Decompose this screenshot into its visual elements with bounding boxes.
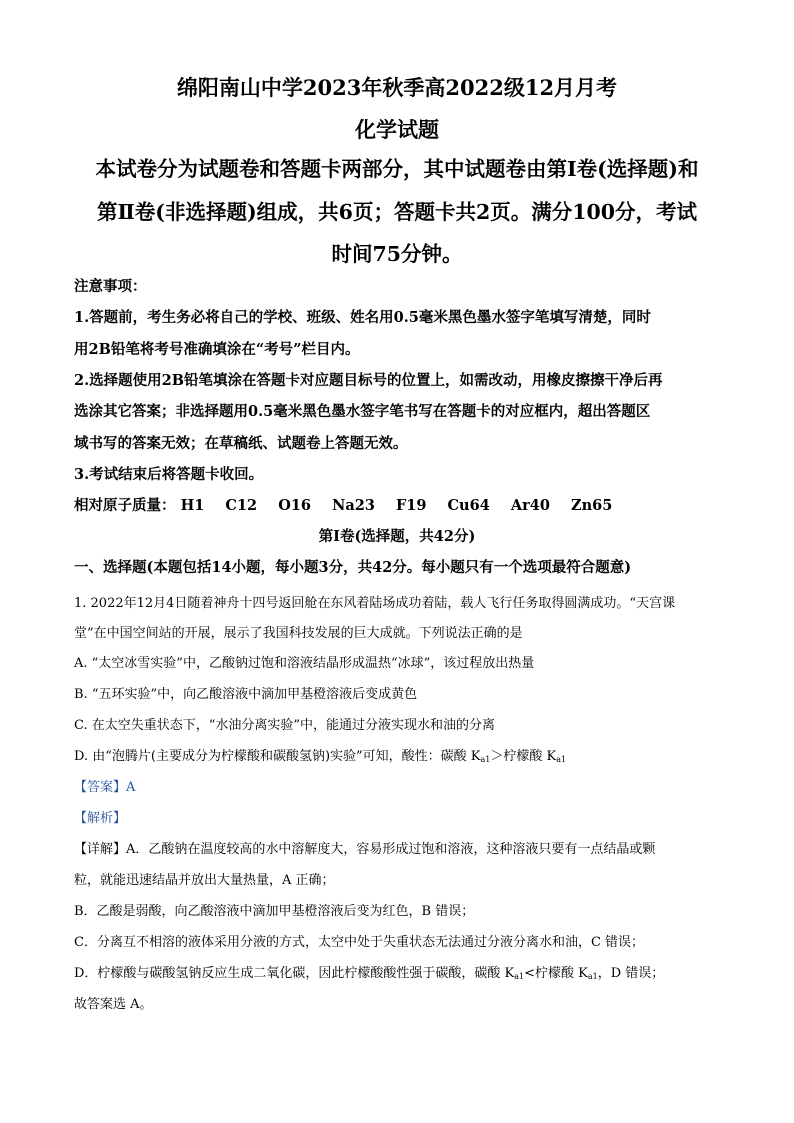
question-stem-line-2: 堂”在中国空间站的开展，展示了我国科技发展的巨大成就。下列说法正确的是 — [74, 626, 523, 641]
detail-line-5 — [74, 962, 664, 981]
atomic-mass-row — [74, 494, 612, 515]
detail-line-1: 【详解】A．乙酸钠在温度较高的水中溶解度大，容易形成过饱和溶液，这种溶液只要有一点结晶或颗 — [74, 842, 656, 857]
note-line-2: 用2B铅笔将考号准确填涂在“考号”栏目内。 — [74, 341, 360, 358]
option-d — [74, 745, 566, 764]
note-line-5: 域书写的答案无效；在草稿纸、试题卷上答题无效。 — [74, 435, 408, 452]
subject-title: 化学试题 — [355, 117, 439, 142]
detail-line-4: C．分离互不相溶的液体采用分液的方式，太空中处于失重状态无法通过分液分离水和油，C 错误； — [74, 935, 645, 950]
note-line-6: 3.考试结束后将答题卡收回。 — [74, 466, 264, 483]
atomic-mass-ar: Ar40 — [510, 497, 550, 514]
atomic-mass-f: F19 — [395, 497, 427, 514]
option-d-text: D. 由“泡腾片(主要成分为柠檬酸和碳酸氢钠)实验”可知，酸性：碳酸 K — [74, 749, 481, 764]
question-stem-line-1: 1. 2022年12月4日随着神舟十四号返回舱在东风着陆场成功着陆，载人飞行任务取得圆满成功。“天宫课 — [74, 596, 676, 611]
detail-line-5-suffix: ，D 错误； — [597, 966, 665, 981]
section-title: 第Ⅰ卷(选择题，共42分) — [318, 528, 476, 545]
atomic-mass-c: C12 — [225, 497, 258, 514]
notes-heading: 注意事项： — [74, 278, 147, 295]
note-line-1: 1.答题前，考生务必将自己的学校、班级、姓名用0.5毫米黑色墨水签字笔填写清楚，同时 — [74, 309, 651, 326]
option-d-subscript-1: a1 — [480, 755, 491, 764]
option-a: A. “太空冰雪实验”中，乙酸钠过饱和溶液结晶形成温热“冰球”，该过程放出热量 — [74, 656, 535, 671]
option-c: C. 在太空失重状态下，“水油分离实验”中，能通过分液实现水和油的分离 — [74, 718, 496, 733]
detail-line-2: 粒，就能迅速结晶并放出大量热量，A 正确； — [74, 873, 335, 888]
analysis-label: 【解析】 — [74, 811, 127, 826]
exam-title: 绵阳南山中学2023年秋季高2022级12月月考 — [176, 75, 618, 100]
atomic-mass-cu: Cu64 — [447, 497, 490, 514]
note-line-3: 2.选择题使用2B铅笔填涂在答题卡对应题目标号的位置上，如需改动，用橡皮擦擦干净后再 — [74, 372, 663, 389]
atomic-mass-h: H1 — [180, 497, 205, 514]
detail-line-5-text: D．柠檬酸与碳酸氢钠反应生成二氧化碳，因此柠檬酸酸性强于碳酸，碳酸 K — [74, 966, 515, 981]
atomic-mass-o: O16 — [278, 497, 312, 514]
detail-line-6: 故答案选 A。 — [74, 997, 153, 1012]
intro-line-2: 第Ⅱ卷(非选择题)组成，共6页；答题卡共2页。满分100分，考试 — [97, 200, 697, 224]
answer-label: 【答案】A — [74, 780, 136, 795]
atomic-mass-zn: Zn65 — [570, 497, 613, 514]
detail-subscript-2: a1 — [587, 972, 598, 981]
option-b: B. “五环实验”中，向乙酸溶液中滴加甲基橙溶液后变成黄色 — [74, 687, 418, 702]
detail-line-5-mid: <柠檬酸 K — [524, 966, 588, 981]
option-d-subscript-2: a1 — [556, 755, 567, 764]
detail-subscript-1: a1 — [514, 972, 525, 981]
intro-line-3: 时间75分钟。 — [331, 242, 463, 266]
atomic-mass-label: 相对原子质量： — [74, 497, 176, 514]
note-line-4: 选涂其它答案；非选择题用0.5毫米黑色墨水签字笔书写在答题卡的对应框内，超出答题区 — [74, 403, 651, 420]
option-d-text-mid: ＞柠檬酸 K — [490, 749, 557, 764]
detail-line-3: B．乙酸是弱酸，向乙酸溶液中滴加甲基橙溶液后变为红色，B 错误； — [74, 904, 475, 919]
intro-line-1: 本试卷分为试题卷和答题卡两部分，其中试题卷由第Ⅰ卷(选择题)和 — [95, 157, 699, 181]
atomic-mass-na: Na23 — [332, 497, 375, 514]
section-heading: 一、选择题(本题包括14小题，每小题3分，共42分。每小题只有一个选项最符合题意) — [74, 559, 632, 576]
